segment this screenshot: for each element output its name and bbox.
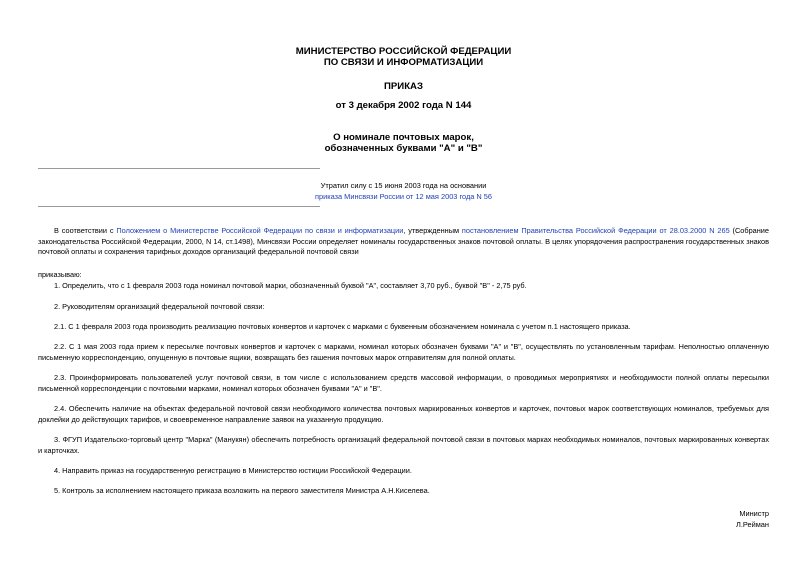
- document-date-number: от 3 декабря 2002 года N 144: [335, 100, 472, 111]
- preamble-paragraph: [38, 226, 769, 258]
- item-3: 3. ФГУП Издательско-торговый центр "Марка" (Манукян) обеспечить потребность организаций федеральной почтовой связи в почтовых марках необходимых номиналов, почтовых маркированных конвертах и карточках.: [38, 435, 769, 455]
- item-2: 2. Руководителям организаций федеральной почтовой связи:: [54, 302, 265, 311]
- document-title-line-1: О номинале почтовых марок,: [333, 132, 474, 143]
- item-1: 1. Определить, что с 1 февраля 2003 года номинал почтовой марки, обозначенный буквой "А", составляет 3,70 руб., буквой "В" - 2,75 руб.: [54, 281, 527, 290]
- signature-position: Министр: [739, 509, 769, 518]
- item-2-2: 2.2. С 1 мая 2003 года прием к пересылке почтовых конвертов и карточек с марками, номинал которых обозначен буквами "А" и "В", осуществлять по установленным тарифам. Неполностью оплаченную письменную корреспонденцию, опущенную в почтовые ящики, возвращать без гашения почтовых марок отправителям для полной оплаты.: [38, 342, 769, 362]
- item-2-3: 2.3. Проинформировать пользователей услуг почтовой связи, в том числе с использованием средств массовой информации, о проводимых мероприятиях и необходимости полной оплаты пересылки письменной корреспонденции с почтовыми марками, номинал которых обозначен буквами "А" и "В".: [38, 373, 769, 393]
- preamble-text-2: , утвержденным: [403, 226, 462, 235]
- ministry-line-1: МИНИСТЕРСТВО РОССИЙСКОЙ ФЕДЕРАЦИИ: [295, 46, 512, 57]
- preamble-text-3: (Собрание законодательства Российской Федерации, 2000, N 14, ст.1498), Минсвязи России определяет номиналы государственных знаков почтовой оплаты. В целях упорядочения распространения государственных знаков почтовой оплаты и сохранения тарифных доходов организаций федеральной почтовой связи: [38, 226, 769, 257]
- order-word: приказываю:: [38, 270, 82, 279]
- document-type: ПРИКАЗ: [384, 81, 423, 92]
- preamble-text-1: В соответствии с: [54, 226, 117, 235]
- ministry-line-2: ПО СВЯЗИ И ИНФОРМАТИЗАЦИИ: [323, 57, 484, 68]
- item-2-4: 2.4. Обеспечить наличие на объектах федеральной почтовой связи необходимого количества почтовых маркированных конвертов и карточек, почтовых марок соответствующих номиналов, требуемых для доклейки до действующих тарифов, и своевременное направление заявок на указанную продукцию.: [38, 404, 769, 424]
- item-2-1: 2.1. С 1 февраля 2003 года производить реализацию почтовых конвертов и карточек с марками с буквенным обозначением номинала с учетом п.1 настоящего приказа.: [54, 322, 631, 331]
- divider-top: [38, 168, 320, 169]
- basis-order-link[interactable]: приказа Минсвязи России от 12 мая 2003 года N 56: [314, 192, 493, 201]
- signature-name: Л.Рейман: [735, 520, 769, 529]
- document-title-line-2: обозначенных буквами "А" и "В": [324, 143, 483, 154]
- lost-force-basis: [0, 191, 807, 202]
- item-5: 5. Контроль за исполнением настоящего приказа возложить на первого заместителя Министра А.Н.Киселева.: [54, 486, 430, 495]
- government-resolution-link[interactable]: постановлением Правительства Российской Федерации от 28.03.2000 N 265: [461, 226, 730, 235]
- divider-bottom: [38, 206, 320, 207]
- item-4: 4. Направить приказ на государственную регистрацию в Министерство юстиции Российской Федерации.: [54, 466, 412, 475]
- lost-force-note: Утратил силу с 15 июня 2003 года на основании: [320, 181, 487, 190]
- ministry-regulation-link[interactable]: Положением о Министерстве Российской Федерации по связи и информатизации: [116, 226, 404, 235]
